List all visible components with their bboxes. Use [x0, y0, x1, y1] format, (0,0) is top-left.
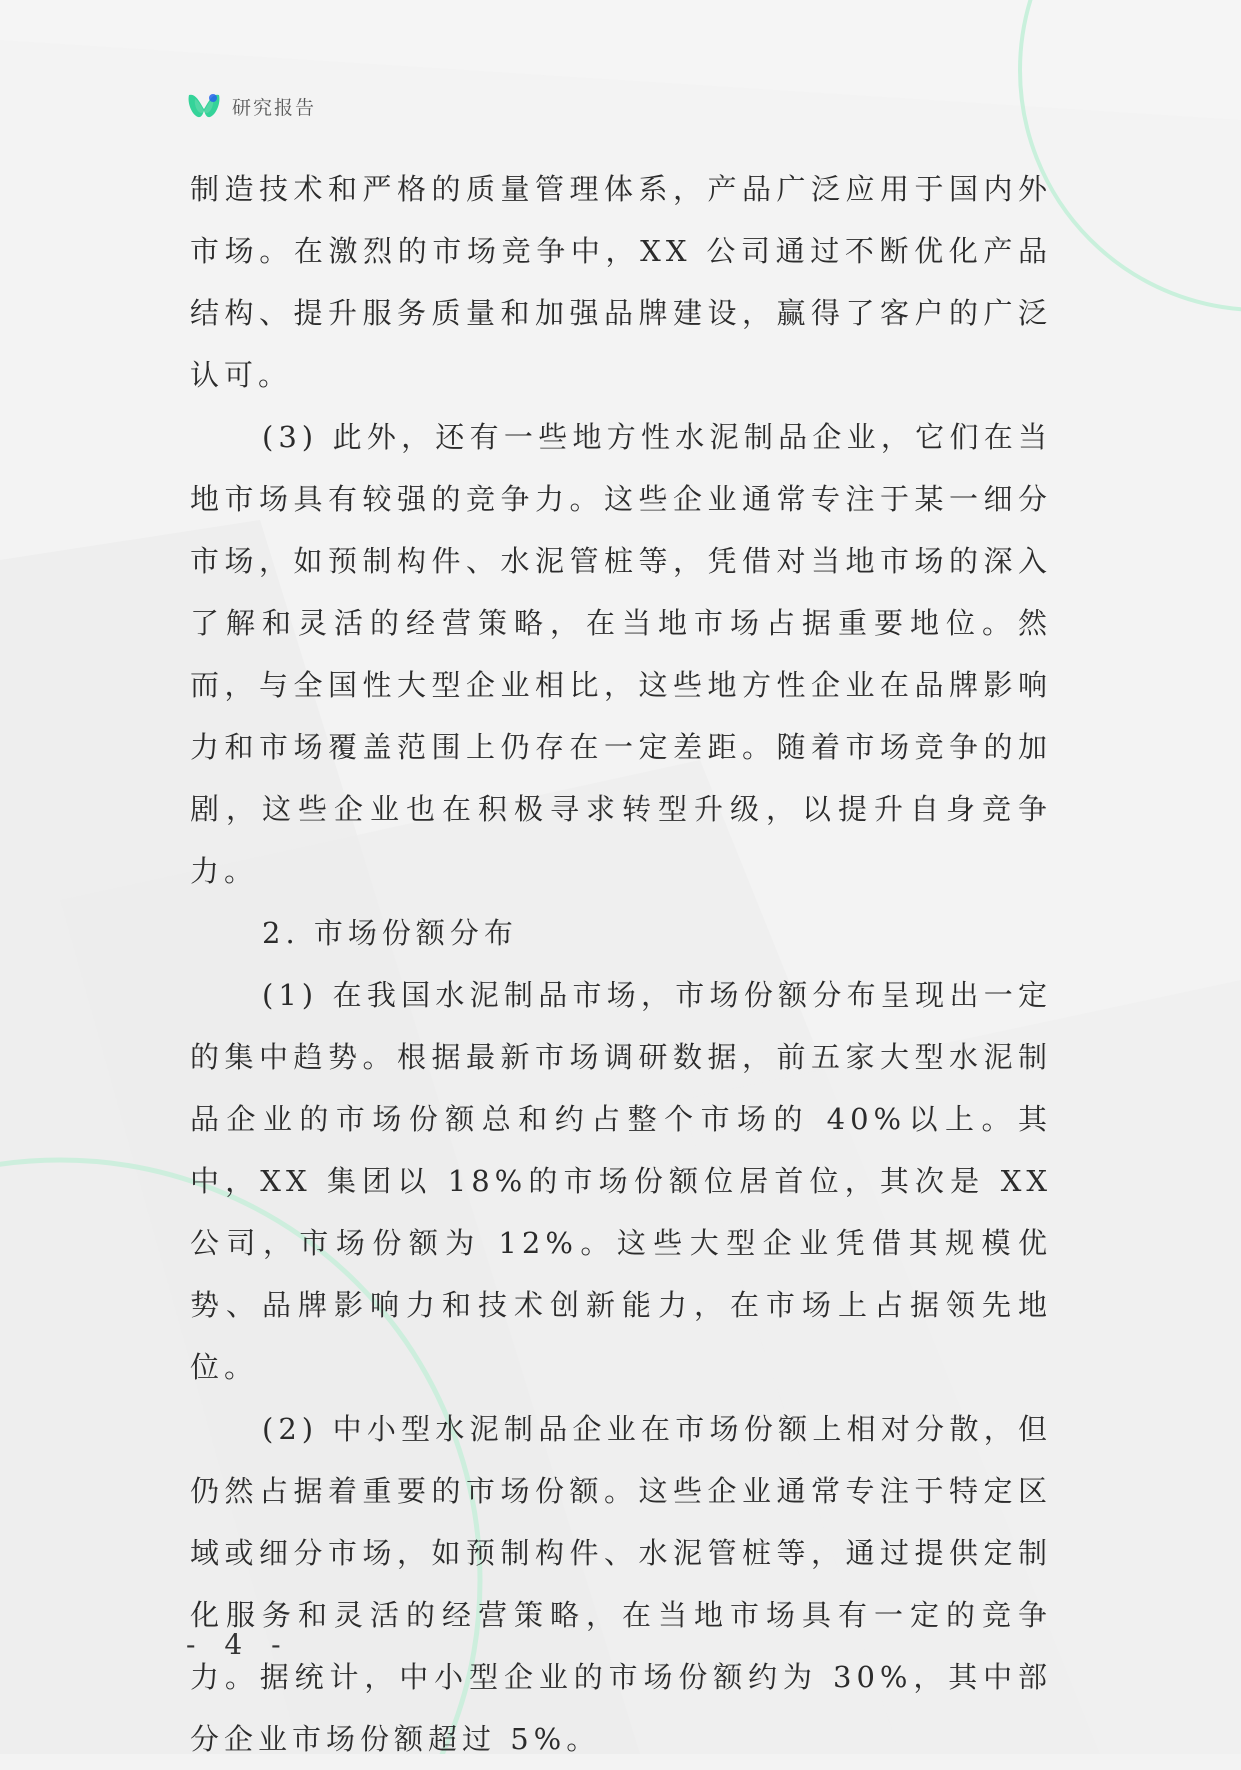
paragraph-small-medium-enterprises: (2) 中小型水泥制品企业在市场份额上相对分散，但仍然占据着重要的市场份额。这些企业通常专注于特定区域或细分市场，如预制构件、水泥管桩等，通过提供定制化服务和灵活的经营策略，在当地市场具有一定的竞争力。据统计，中小型企业的市场份额约为 30%，其中部分企业市场份额超过 5%。: [190, 1412, 1052, 1756]
paragraph-continuation: 制造技术和严格的质量管理体系，产品广泛应用于国内外市场。在激烈的市场竞争中，XX 公司通过不断优化产品结构、提升服务质量和加强品牌建设，赢得了客户的广泛认可。: [190, 172, 1052, 392]
report-header: [186, 88, 316, 124]
header-title: 研究报告: [232, 96, 317, 119]
document-body: [190, 158, 1052, 1770]
section-heading-market-share: 2. 市场份额分布: [262, 916, 518, 950]
paragraph-market-concentration: (1) 在我国水泥制品市场，市场份额分布呈现出一定的集中趋势。根据最新市场调研数据，前五家大型水泥制品企业的市场份额总和约占整个市场的 40%以上。其中，XX 集团以 18%的市场份额位居首位，其次是 XX 公司，市场份额为 12%。这些大型企业凭借其规模优势、品牌影响力和技术创新能力，在市场上占据领先地位。: [190, 978, 1052, 1384]
paragraph-local-enterprises: (3) 此外，还有一些地方性水泥制品企业，它们在当地市场具有较强的竞争力。这些企业通常专注于某一细分市场，如预制构件、水泥管桩等，凭借对当地市场的深入了解和灵活的经营策略，在当地市场占据重要地位。然而，与全国性大型企业相比，这些地方性企业在品牌影响力和市场覆盖范围上仍存在一定差距。随着市场竞争的加剧，这些企业也在积极寻求转型升级，以提升自身竞争力。: [190, 420, 1052, 888]
page-number: - 4 -: [186, 1628, 291, 1661]
brand-logo-icon: [186, 89, 222, 123]
